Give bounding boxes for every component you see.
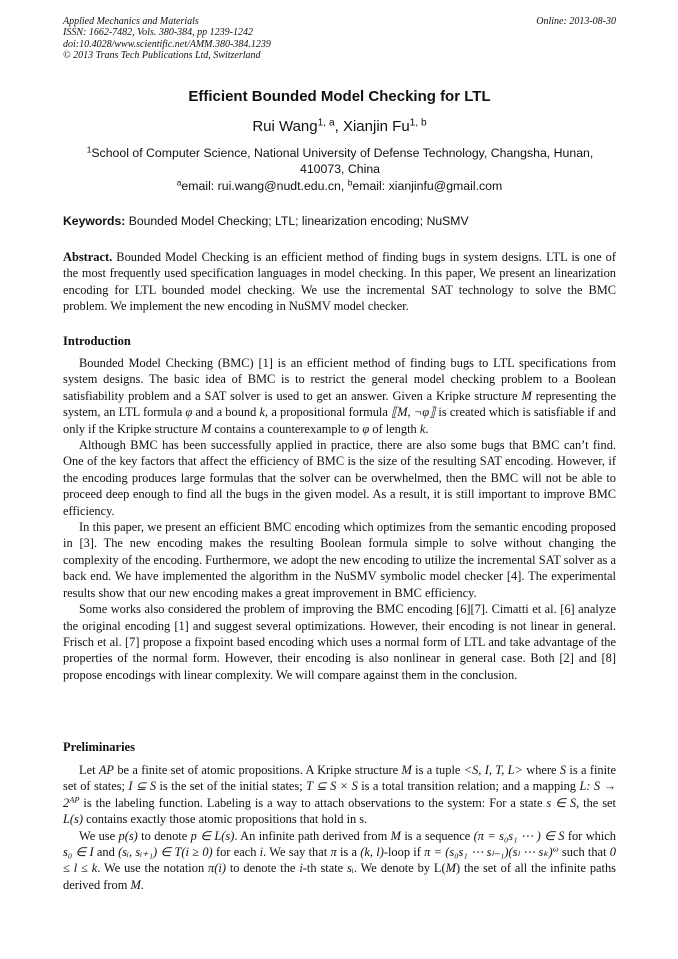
math-symbol: M <box>445 861 456 876</box>
journal-name: Applied Mechanics and Materials <box>63 16 199 27</box>
text-run: is a sequence <box>400 828 474 843</box>
math-superscript: AP <box>69 794 80 805</box>
math-superscript: ω <box>552 843 559 854</box>
affiliation-text: School of Computer Science, National University of Defense Technology, Changsha, Hunan, 410073, China <box>91 146 594 176</box>
text-run: representing the system, an LTL formula <box>63 388 616 420</box>
copyright-line: © 2013 Trans Tech Publications Ltd, Switzerland <box>63 49 261 61</box>
math-symbol: AP <box>98 763 114 777</box>
math-symbol: M <box>130 877 141 892</box>
paragraph <box>63 828 616 894</box>
text-run: . An infinite path derived from <box>234 828 391 843</box>
author-superscript: 1, b <box>409 117 427 129</box>
math-symbol: M <box>390 828 401 843</box>
text-run: for which <box>564 828 616 843</box>
math-formula: L(s) <box>63 812 83 827</box>
math-formula: sᵢ <box>347 861 354 876</box>
text-run: and <box>93 845 119 860</box>
author-name: Xianjin Fu <box>342 118 410 135</box>
text-run: and a bound <box>192 405 260 420</box>
paragraph: Although BMC has been successfully applied in practice, there are also some bugs that BMC can’t find. One of the key factors that affect the efficiency of BMC is the size of the resulting SAT encoding. However, if the encoding produces large formulas that the solver can be overwhelmed, then the BMC will not be able to proceed deep enough to find all the bugs in the given model. As a result, it is still important to improve BMC efficiency. <box>63 438 616 518</box>
math-formula: L: S → 2 <box>63 779 616 810</box>
math-formula: π(i) <box>208 861 226 876</box>
math-symbol: k <box>419 421 426 436</box>
text-run: is a finite set of states; <box>63 763 616 794</box>
text-run: be a finite set of atomic propositions. A Kripke structure <box>114 763 402 777</box>
paragraph: In this paper, we present an efficient BMC encoding which optimizes from the semantic encoding proposed in [3]. The new encoding makes the resulting Boolean formula simple to solve without changing the complexity of the encoding. Furthermore, we adopt the new encoding to utilize the incremental SAT solver as a back end. We have implemented the algorithm in the NuSMV symbolic model checker [4]. The experimental results show that our new encoding makes a great improvement in BMC efficiency. <box>63 520 616 600</box>
section-heading-introduction: Introduction <box>63 334 131 348</box>
text-run: is a <box>336 845 361 860</box>
text-run: We use <box>79 828 119 843</box>
text-run: is the labeling function. Labeling is a way to attach observations to the system: For a state <box>79 795 547 810</box>
text-run: is created which is satisfiable if and only if the Kripke structure <box>63 405 616 436</box>
affiliation-superscript: 1 <box>86 144 92 155</box>
keywords-label: Keywords: <box>63 214 126 228</box>
math-formula: 0 ≤ l ≤ k <box>63 845 616 876</box>
email-a: email: rui.wang@nudt.edu.cn, <box>181 179 348 193</box>
text-run: -th state <box>302 861 348 876</box>
math-symbol: k <box>259 405 265 420</box>
math-symbol: π <box>330 845 337 860</box>
text-run: . <box>140 877 144 892</box>
math-symbol: i <box>259 845 264 860</box>
math-symbol: φ <box>185 405 193 420</box>
paragraph <box>63 762 616 828</box>
issn-line: ISSN: 1662-7482, Vols. 380-384, pp 1239-1242 <box>63 27 253 39</box>
email-superscript: a <box>176 177 182 188</box>
author-separator: , <box>334 118 343 135</box>
keywords-text: Bounded Model Checking; LTL; linearization encoding; NuSMV <box>125 214 469 228</box>
text-run: . We denote by L( <box>353 861 446 876</box>
text-run: such that <box>558 845 610 860</box>
math-formula: (π = s₀s₁ ⋯ ) ∈ S <box>473 828 565 843</box>
author-name: Rui Wang <box>252 118 318 135</box>
text-run: contains exactly those atomic propositions that hold in s. <box>82 812 368 827</box>
preliminaries-body <box>63 762 616 893</box>
text-run: is a total transition relation; and a mapping <box>357 779 580 794</box>
math-formula: (k, l) <box>360 845 384 860</box>
text-run: to denote the <box>225 861 300 876</box>
text-run: for each <box>212 845 260 860</box>
math-formula: <S, I, T, L> <box>463 763 523 777</box>
text-run: Bounded Model Checking (BMC) [1] is an efficient method of finding bugs to LTL specifications from system designs. The basic idea of BMC is to restrict the general model checking problem to a Boolean satisfiability problem and a SAT solver is used to get an answer. Given a Kripke structure <box>63 356 616 403</box>
math-formula: s₀ ∈ I <box>63 845 94 860</box>
paragraph <box>63 355 616 437</box>
abstract-text: Bounded Model Checking is an efficient method of finding bugs in system designs. LTL is one of the most frequently used specification languages in model checking. In this paper, We present an linearization encoding for LTL bounded model checking. We use the incremental SAT technology to solve the BMC problem. We implement the new encoding in NuSMV model checker. <box>63 250 616 314</box>
math-formula: T ⊆ S × S <box>306 779 358 794</box>
math-formula: (sᵢ, sᵢ₊₁) ∈ T(i ≥ 0) <box>118 845 213 860</box>
math-symbol: i <box>299 861 303 876</box>
math-formula: s ∈ S <box>546 795 577 810</box>
email-superscript: b <box>347 177 353 188</box>
introduction-body <box>63 355 616 683</box>
text-run: is the set of the initial states; <box>156 779 307 794</box>
paragraph: Some works also considered the problem of improving the BMC encoding [6][7]. Cimatti et al. [6] analyze the original encoding [1] and suggest several optimizations. However, their encoding is not linear in general. Frisch et al. [7] propose a fixpoint based encoding which uses a normal form of LTL and take advantage of the properties of the normal form. However, their encoding is also nonlinear in general case. Both [2] and [8] propose encodings with linear complexity. We will compare against them in the conclusion. <box>63 602 616 682</box>
author-list <box>63 118 616 135</box>
math-symbol: φ <box>362 421 370 436</box>
journal-header <box>63 16 616 61</box>
text-run: . <box>425 421 429 436</box>
online-date: Online: 2013-08-30 <box>536 16 616 27</box>
math-formula: I ⊆ S <box>128 779 157 794</box>
author-superscript: 1, a <box>317 117 335 129</box>
text-run: to denote <box>137 828 191 843</box>
text-run: ) the set of all the infinite paths derived from <box>63 861 616 892</box>
paper-title: Efficient Bounded Model Checking for LTL <box>188 88 491 105</box>
text-run: . We say that <box>263 845 331 860</box>
math-formula: ⟦M, ¬φ⟧ <box>391 405 436 420</box>
keywords <box>63 214 616 228</box>
math-symbol: M <box>200 421 212 436</box>
text-run: -loop if <box>383 845 425 860</box>
text-run: , a propositional formula <box>265 405 392 420</box>
text-run: is a tuple <box>411 763 464 777</box>
text-run: . We use the notation <box>97 861 209 876</box>
math-formula: p ∈ L(s) <box>190 828 235 843</box>
text-run: where <box>522 763 560 777</box>
math-symbol: M <box>521 388 532 403</box>
text-run: contains a counterexample to <box>211 421 363 436</box>
math-symbol: S <box>559 763 567 777</box>
math-symbol: M <box>401 763 412 777</box>
section-heading-preliminaries: Preliminaries <box>63 740 135 754</box>
text-run: of length <box>369 421 420 436</box>
doi-line: doi:10.4028/www.scientific.net/AMM.380-384.1239 <box>63 38 271 50</box>
text-run: , the set <box>576 795 616 810</box>
math-formula: π = (s₀s₁ ⋯ sₗ₋₁)(sₗ ⋯ sₖ) <box>424 845 553 860</box>
abstract-label: Abstract. <box>63 250 113 264</box>
text-run: Let <box>79 763 99 777</box>
affiliation <box>70 145 610 177</box>
abstract <box>63 249 616 315</box>
math-formula: p(s) <box>118 828 138 843</box>
email-b: email: xianjinfu@gmail.com <box>352 179 503 193</box>
email-line <box>63 179 616 193</box>
